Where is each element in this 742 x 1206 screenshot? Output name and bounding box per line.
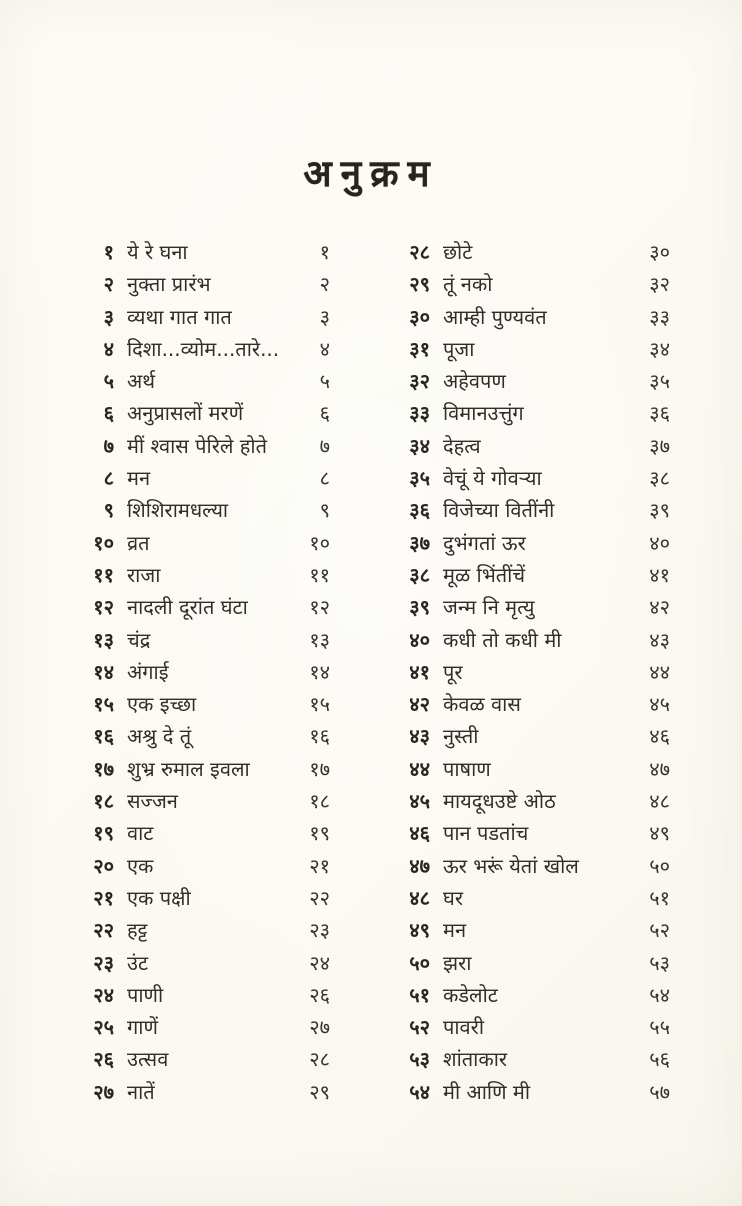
toc-row xyxy=(80,720,330,752)
entry-number: ५२ xyxy=(409,1015,430,1040)
entry-number: ३६ xyxy=(409,498,430,523)
toc-row xyxy=(396,365,670,397)
entry-page-number: ११ xyxy=(309,562,330,587)
toc-row xyxy=(80,656,330,688)
entry-page-number: ३७ xyxy=(649,433,670,458)
entry-title: कडेलोट xyxy=(443,982,498,1007)
entry-title: एक इच्छा xyxy=(127,692,197,717)
toc-row xyxy=(396,656,670,688)
entry-number: २० xyxy=(93,853,114,878)
entry-number: १६ xyxy=(93,724,114,749)
toc-row xyxy=(396,1076,670,1108)
entry-title: ये रे घना xyxy=(127,240,188,264)
entry-page-number: २७ xyxy=(309,1015,330,1040)
toc-row xyxy=(396,817,670,849)
toc-row xyxy=(396,785,670,817)
entry-title: पूर xyxy=(443,659,463,684)
toc-row xyxy=(396,947,670,979)
entry-title: केवळ वास xyxy=(443,692,521,717)
entry-page-number: ५४ xyxy=(649,982,670,1007)
toc-row xyxy=(80,624,330,656)
entry-title: शिशिरामधल्या xyxy=(127,498,229,523)
entry-number: १९ xyxy=(93,821,114,846)
entry-page-number: ४० xyxy=(649,530,670,555)
entry-page-number: १५ xyxy=(309,692,330,717)
toc-row xyxy=(80,850,330,882)
toc-row xyxy=(396,979,670,1011)
toc-row xyxy=(396,236,670,268)
entry-title: एक पक्षी xyxy=(127,885,191,910)
entry-page-number: १६ xyxy=(309,724,330,749)
entry-page-number: ५५ xyxy=(649,1015,670,1040)
entry-number: २७ xyxy=(93,1079,114,1104)
toc-row xyxy=(80,882,330,914)
entry-title: वाट xyxy=(127,821,154,846)
table-of-contents xyxy=(80,236,670,1108)
entry-page-number: २८ xyxy=(309,1047,330,1072)
entry-page-number: ५३ xyxy=(649,950,670,975)
toc-row xyxy=(396,333,670,365)
entry-title: शांताकार xyxy=(443,1047,508,1072)
entry-page-number: २ xyxy=(319,272,330,297)
entry-title: अंगाई xyxy=(127,659,169,684)
entry-page-number: ४५ xyxy=(649,692,670,717)
toc-row xyxy=(80,268,330,300)
entry-title: विजेच्या वितींनी xyxy=(443,498,555,523)
entry-number: ४२ xyxy=(409,692,430,717)
toc-row xyxy=(396,494,670,526)
entry-title: एक xyxy=(127,853,154,878)
entry-number: १ xyxy=(103,240,114,264)
toc-row xyxy=(80,785,330,817)
entry-title: अहेवपण xyxy=(443,369,506,394)
entry-number: २ xyxy=(103,272,114,297)
entry-page-number: ८ xyxy=(319,466,330,491)
toc-row xyxy=(396,1011,670,1043)
entry-title: हट्ट xyxy=(127,918,148,943)
entry-title: अश्रु दे तूं xyxy=(127,724,192,749)
entry-number: ५१ xyxy=(409,982,430,1007)
entry-title: चंद्र xyxy=(127,627,151,652)
entry-number: ५० xyxy=(409,950,430,975)
toc-row xyxy=(80,591,330,623)
entry-page-number: ५६ xyxy=(649,1047,670,1072)
toc-row xyxy=(396,397,670,429)
entry-title: पावरी xyxy=(443,1015,485,1040)
entry-number: ५ xyxy=(103,369,114,394)
toc-row xyxy=(396,624,670,656)
entry-number: ३७ xyxy=(409,530,430,555)
entry-title: दुभंगतां ऊर xyxy=(443,530,526,555)
entry-number: ३२ xyxy=(409,369,430,394)
entry-number: ३ xyxy=(103,304,114,329)
toc-row xyxy=(80,1011,330,1043)
entry-title: गाणें xyxy=(127,1015,158,1040)
entry-page-number: २९ xyxy=(309,1079,330,1104)
entry-page-number: ४ xyxy=(319,336,330,361)
entry-number: ९ xyxy=(103,498,114,523)
toc-row xyxy=(80,397,330,429)
toc-row xyxy=(80,947,330,979)
entry-number: २८ xyxy=(409,240,430,264)
entry-page-number: ४१ xyxy=(649,562,670,587)
entry-title: मी आणि मी xyxy=(443,1079,531,1104)
entry-number: ४९ xyxy=(409,918,430,943)
toc-row xyxy=(80,333,330,365)
entry-page-number: ४९ xyxy=(649,821,670,846)
entry-number: ३० xyxy=(409,304,430,329)
entry-title: मन xyxy=(127,466,151,491)
entry-page-number: ३९ xyxy=(649,498,670,523)
entry-number: १४ xyxy=(93,659,114,684)
entry-page-number: ५७ xyxy=(649,1079,670,1104)
entry-page-number: ९ xyxy=(319,498,330,523)
entry-page-number: ५२ xyxy=(649,918,670,943)
entry-number: ३८ xyxy=(409,562,430,587)
entry-number: ८ xyxy=(103,466,114,491)
entry-page-number: ३२ xyxy=(649,272,670,297)
entry-page-number: ३५ xyxy=(649,369,670,394)
entry-page-number: १४ xyxy=(309,659,330,684)
entry-number: ४५ xyxy=(409,789,430,814)
entry-title: मायदूधउष्टे ओठ xyxy=(443,789,556,814)
toc-row xyxy=(80,527,330,559)
entry-page-number: ५ xyxy=(319,369,330,394)
toc-row xyxy=(396,462,670,494)
entry-page-number: १३ xyxy=(309,627,330,652)
entry-page-number: ३० xyxy=(649,240,670,264)
entry-number: १७ xyxy=(93,756,114,781)
toc-row xyxy=(80,817,330,849)
entry-page-number: १२ xyxy=(309,595,330,620)
toc-row xyxy=(80,753,330,785)
entry-page-number: ३ xyxy=(319,304,330,329)
entry-title: देहत्व xyxy=(443,433,481,458)
toc-row xyxy=(80,301,330,333)
entry-number: ४६ xyxy=(409,821,430,846)
entry-page-number: ४६ xyxy=(649,724,670,749)
toc-row xyxy=(80,559,330,591)
entry-title: पाणी xyxy=(127,982,164,1007)
entry-title: उंट xyxy=(127,950,149,975)
entry-title: अर्थ xyxy=(127,369,156,394)
entry-title: मूळ भिंतींचें xyxy=(443,562,526,587)
toc-row xyxy=(396,882,670,914)
entry-title: तूं नको xyxy=(443,272,493,297)
entry-title: पाषाण xyxy=(443,756,491,781)
entry-title: नुक्ता प्रारंभ xyxy=(127,272,211,297)
entry-number: ३९ xyxy=(409,595,430,620)
entry-number: ४७ xyxy=(409,853,430,878)
toc-row xyxy=(80,1076,330,1108)
entry-title: दिशा...व्योम...तारे... xyxy=(127,336,280,361)
toc-row xyxy=(80,979,330,1011)
entry-page-number: २१ xyxy=(309,853,330,878)
entry-number: १५ xyxy=(93,692,114,717)
entry-number: ४० xyxy=(409,627,430,652)
entry-page-number: २४ xyxy=(309,950,330,975)
entry-page-number: ३३ xyxy=(649,304,670,329)
toc-column-right xyxy=(396,236,670,1108)
toc-row xyxy=(396,914,670,946)
entry-title: नादली दूरांत घंटा xyxy=(127,595,248,620)
toc-row xyxy=(396,1043,670,1075)
entry-page-number: १ xyxy=(319,240,330,264)
toc-row xyxy=(80,688,330,720)
entry-number: २६ xyxy=(93,1047,114,1072)
entry-number: २२ xyxy=(93,918,114,943)
entry-title: विमानउत्तुंग xyxy=(443,401,524,426)
entry-number: ४८ xyxy=(409,885,430,910)
entry-page-number: ४४ xyxy=(649,659,670,684)
entry-title: शुभ्र रुमाल इवला xyxy=(127,756,250,781)
toc-row xyxy=(396,268,670,300)
entry-page-number: ५१ xyxy=(649,885,670,910)
toc-row xyxy=(396,753,670,785)
entry-page-number: २३ xyxy=(309,918,330,943)
entry-title: मन xyxy=(443,918,467,943)
entry-number: ४३ xyxy=(409,724,430,749)
entry-number: २३ xyxy=(93,950,114,975)
toc-row xyxy=(396,591,670,623)
toc-row xyxy=(80,914,330,946)
toc-row xyxy=(396,430,670,462)
entry-number: ४४ xyxy=(409,756,430,781)
entry-title: मीं श्वास पेरिले होते xyxy=(127,433,268,458)
entry-title: पान पडतांच xyxy=(443,821,529,846)
entry-title: राजा xyxy=(127,562,161,587)
toc-row xyxy=(80,365,330,397)
toc-row xyxy=(80,462,330,494)
entry-number: १० xyxy=(93,530,114,555)
entry-number: ११ xyxy=(93,562,114,587)
entry-title: अनुप्रासलों मरणें xyxy=(127,401,244,426)
toc-row xyxy=(80,430,330,462)
entry-page-number: १८ xyxy=(309,789,330,814)
entry-number: २१ xyxy=(93,885,114,910)
entry-title: व्यथा गात गात xyxy=(127,304,232,329)
entry-page-number: ४७ xyxy=(649,756,670,781)
entry-title: कधी तो कधी मी xyxy=(443,627,562,652)
entry-number: २४ xyxy=(93,982,114,1007)
entry-page-number: ७ xyxy=(319,433,330,458)
toc-row xyxy=(396,850,670,882)
entry-page-number: २६ xyxy=(309,982,330,1007)
entry-number: ३३ xyxy=(409,401,430,426)
toc-row xyxy=(396,559,670,591)
entry-number: ७ xyxy=(103,433,114,458)
toc-row xyxy=(396,720,670,752)
entry-title: व्रत xyxy=(127,530,150,555)
entry-page-number: ३४ xyxy=(649,336,670,361)
entry-title: घर xyxy=(443,885,463,910)
entry-number: ५४ xyxy=(409,1079,430,1104)
entry-page-number: ४८ xyxy=(649,789,670,814)
entry-number: ३१ xyxy=(409,336,430,361)
toc-row xyxy=(80,236,330,268)
entry-page-number: १९ xyxy=(309,821,330,846)
entry-number: ६ xyxy=(103,401,114,426)
entry-title: ऊर भरूं येतां खोल xyxy=(443,853,579,878)
entry-page-number: १० xyxy=(309,530,330,555)
entry-page-number: ३६ xyxy=(649,401,670,426)
toc-column-left xyxy=(80,236,330,1108)
entry-number: १८ xyxy=(93,789,114,814)
page-title: अनुक्रम xyxy=(303,152,439,195)
entry-page-number: ४३ xyxy=(649,627,670,652)
entry-title: नुस्ती xyxy=(443,724,479,749)
entry-page-number: १७ xyxy=(309,756,330,781)
toc-row xyxy=(80,1043,330,1075)
entry-page-number: ६ xyxy=(319,401,330,426)
entry-number: ३४ xyxy=(409,433,430,458)
entry-title: आम्ही पुण्यवंत xyxy=(443,304,547,329)
entry-page-number: ३८ xyxy=(649,466,670,491)
toc-row xyxy=(396,527,670,559)
entry-number: ५३ xyxy=(409,1047,430,1072)
entry-number: १२ xyxy=(93,595,114,620)
entry-page-number: २२ xyxy=(309,885,330,910)
entry-title: उत्सव xyxy=(127,1047,169,1072)
entry-number: ४ xyxy=(103,336,114,361)
entry-title: छोटे xyxy=(443,240,473,264)
toc-row xyxy=(396,301,670,333)
entry-title: जन्म नि मृत्यु xyxy=(443,595,535,620)
entry-title: झरा xyxy=(443,950,472,975)
toc-row xyxy=(396,688,670,720)
entry-page-number: ५० xyxy=(649,853,670,878)
entry-number: ३५ xyxy=(409,466,430,491)
entry-page-number: ४२ xyxy=(649,595,670,620)
entry-number: १३ xyxy=(93,627,114,652)
entry-title: वेचूं ये गोवऱ्या xyxy=(443,466,542,491)
entry-number: २९ xyxy=(409,272,430,297)
toc-row xyxy=(80,494,330,526)
entry-number: २५ xyxy=(93,1015,114,1040)
entry-number: ४१ xyxy=(409,659,430,684)
entry-title: पूजा xyxy=(443,336,475,361)
entry-title: नातें xyxy=(127,1079,155,1104)
entry-title: सज्जन xyxy=(127,789,178,814)
